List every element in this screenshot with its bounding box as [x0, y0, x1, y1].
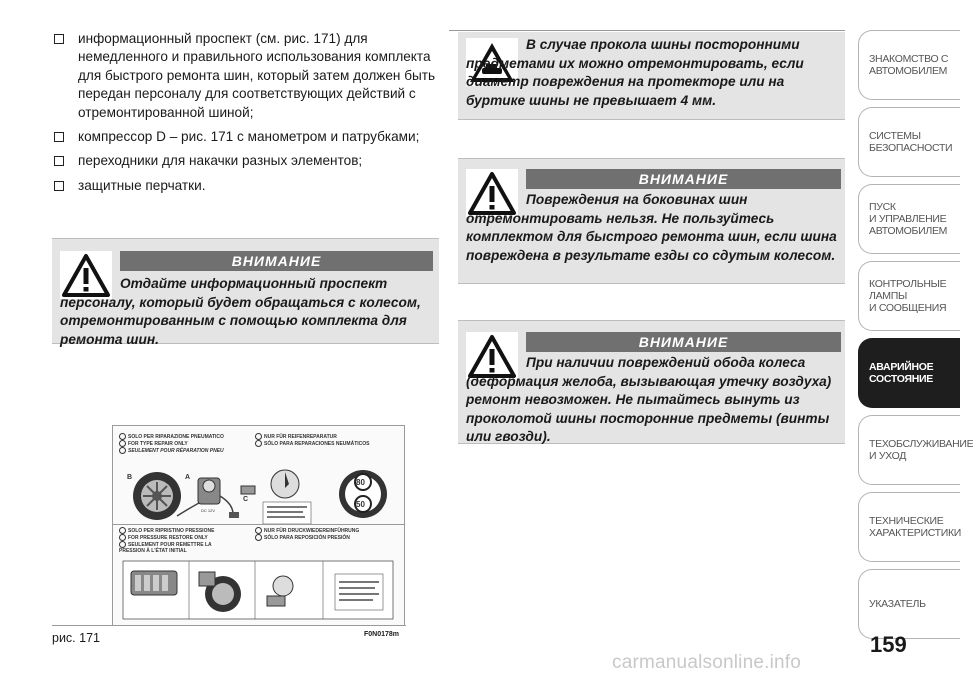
warning-text: Отдайте информационный проспект персоналу, который будет обращаться с колесом, отремонтированным с помощью комплекта для ремонта шин. — [60, 276, 421, 347]
figure-letter-b: B — [127, 474, 133, 481]
warning-text: При наличии повреждений обода колеса (деформация желоба, вызывающая утечку воздуха) ремонт невозможен. Не пытайтесь вынуть из проколотой шины посторонние предметы (винты или гвозди). — [466, 355, 832, 444]
tab-label: ТЕХОБСЛУЖИВАНИЕ И УХОД — [869, 438, 973, 462]
tab-label: УКАЗАТЕЛЬ — [869, 598, 926, 610]
bullet-list — [52, 30, 442, 201]
warning-text: Повреждения на боковинах шин отремонтировать нельзя. Не пользуйтесь комплектом для быстрого ремонта шин, если шина повреждена в результате езды со сдутым колесом. — [466, 192, 837, 263]
checkbox-bullet-icon — [54, 132, 64, 142]
page-number: 159 — [870, 632, 907, 657]
figure-caption: рис. 171 — [52, 631, 100, 645]
checkbox-bullet-icon — [54, 34, 64, 44]
list-item-text: переходники для накачки разных элементов; — [78, 153, 363, 169]
list-item-text: информационный проспект (см. рис. 171) для немедленного и правильного использования комплекта для быстрого ремонта шин, который затем должен быть передан персоналу для соответствующих действий с отремонтированной шиной; — [78, 31, 436, 120]
figure-speed-50: 50 — [356, 500, 365, 509]
figure-speed-80: 80 — [356, 478, 365, 487]
tab-label: АВАРИЙНОЕ СОСТОЯНИЕ — [869, 361, 934, 385]
list-item — [52, 152, 442, 170]
warning-box-right-bot — [458, 320, 845, 444]
tab-label: ПУСК И УПРАВЛЕНИЕ АВТОМОБИЛЕМ — [869, 201, 948, 237]
tab-safety[interactable] — [858, 107, 960, 177]
tab-index[interactable] — [858, 569, 960, 639]
warning-title: ВНИМАНИЕ — [526, 169, 841, 189]
figure-label: NUR FÜR DRUCKWIEDEREINFÜHRUNG — [255, 527, 359, 534]
figure-code: F0N0178m — [364, 631, 400, 638]
list-item — [52, 128, 442, 146]
list-item — [52, 177, 442, 195]
top-rule — [449, 30, 845, 31]
warning-title: ВНИМАНИЕ — [120, 251, 433, 271]
list-item — [52, 30, 442, 122]
tab-label: ТЕХНИЧЕСКИЕ ХАРАКТЕРИСТИКИ — [869, 515, 962, 539]
figure-label: NUR FÜR REIFENREPARATUR — [255, 433, 337, 440]
figure-label: SEULEMENT POUR RÉPARATION PNEU — [119, 447, 224, 454]
figure-letter-a: A — [185, 474, 191, 481]
tab-label: КОНТРОЛЬНЫЕ ЛАМПЫ И СООБЩЕНИЯ — [869, 278, 947, 314]
figure-label: FOR TYPE REPAIR ONLY — [119, 440, 188, 447]
figure-label: SÓLO PARA REPOSICIÓN PRESIÓN — [255, 534, 350, 541]
tab-introduction[interactable] — [858, 30, 960, 100]
warning-text: В случае прокола шины посторонними предметами их можно отремонтировать, если диаметр повреждения на протекторе или на буртике шины не превышает 4 мм. — [466, 37, 804, 108]
figure-label: SEULEMENT POUR REMETTRE LA PRESSION À L'ÉTAT INITIAL — [119, 541, 212, 554]
figure-rule — [52, 625, 406, 626]
figure-dc-label: DC 12V — [201, 508, 216, 513]
list-item-text: компрессор D – рис. 171 с манометром и патрубками; — [78, 129, 420, 145]
warning-title: ВНИМАНИЕ — [526, 332, 841, 352]
figure-letter-c: C — [243, 496, 249, 503]
watermark: carmanualsonline.info — [612, 652, 802, 673]
tab-maintenance[interactable] — [858, 415, 973, 485]
tab-warning-lights[interactable] — [858, 261, 960, 331]
tab-label: СИСТЕМЫ БЕЗОПАСНОСТИ — [869, 130, 953, 154]
warning-box-right-mid — [458, 158, 845, 284]
tab-emergency[interactable] — [858, 338, 960, 408]
tab-starting-driving[interactable] — [858, 184, 960, 254]
tab-specifications[interactable] — [858, 492, 960, 562]
checkbox-bullet-icon — [54, 181, 64, 191]
warning-box-right-top — [458, 32, 845, 120]
tab-label: ЗНАКОМСТВО С АВТОМОБИЛЕМ — [869, 53, 949, 77]
leaflet-illustration — [113, 426, 404, 625]
figure-label: SOLO PER RIPRISTINO PRESSIONE — [119, 527, 214, 534]
figure-label: SOLO PER RIPARAZIONE PNEUMATICO — [119, 433, 224, 440]
figure-repair-kit-leaflet — [112, 425, 405, 626]
section-tabs — [858, 30, 973, 646]
warning-box-left — [52, 238, 439, 347]
checkbox-bullet-icon — [54, 156, 64, 166]
figure-label: FOR PRESSURE RESTORE ONLY — [119, 534, 208, 541]
list-item-text: защитные перчатки. — [78, 177, 206, 193]
figure-label: SÓLO PARA REPARACIONES NEUMÁTICOS — [255, 440, 369, 447]
